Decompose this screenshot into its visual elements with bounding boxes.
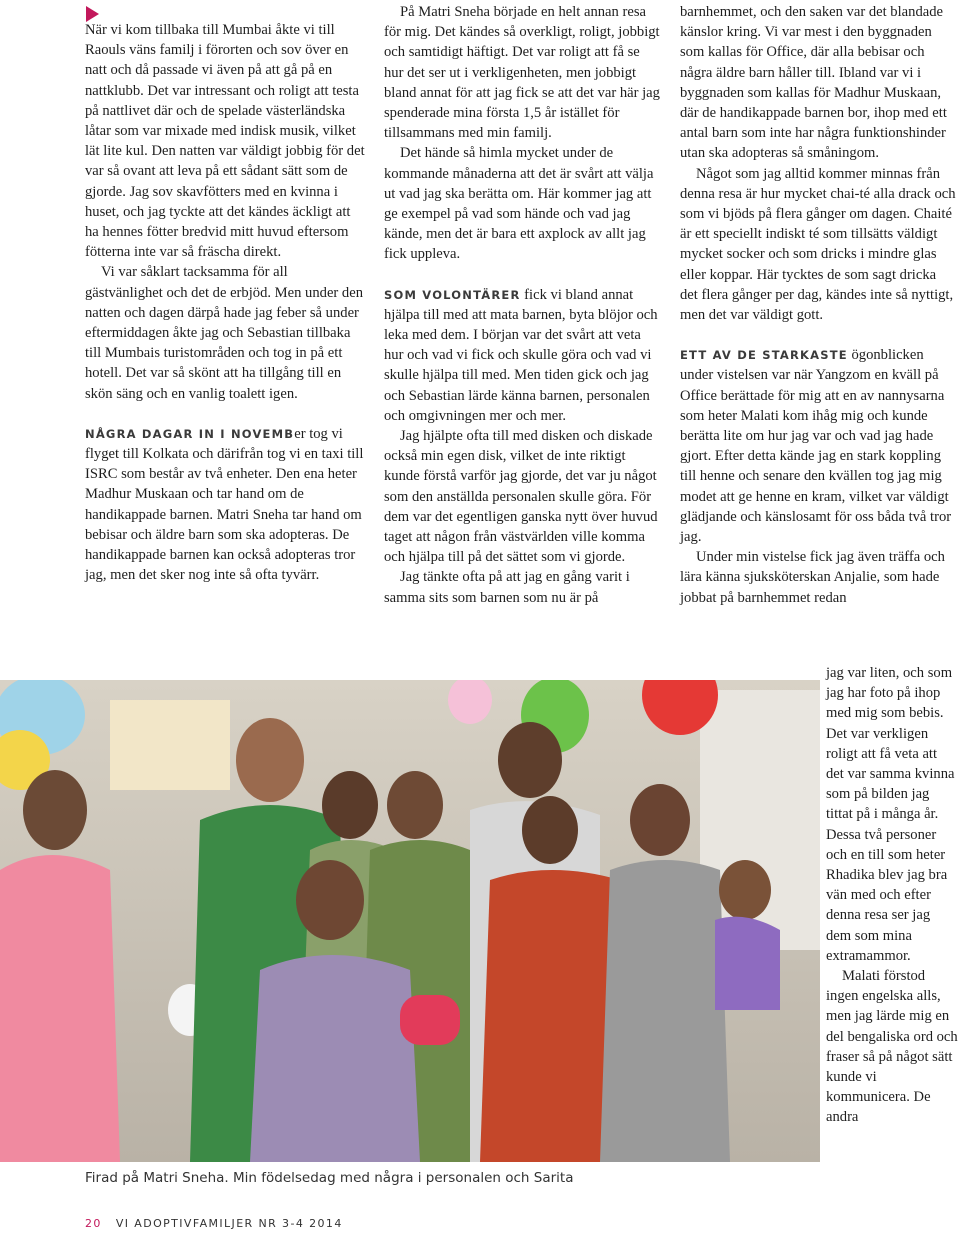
paragraph: Det hände så himla mycket under de kommande månaderna att det är svårt att välja ut vad jag ska berätta om. Här kommer jag att ge exempel på vad som hände och vad jag kände, men det är bara ett axplock av allt jag fick uppleva. [384,145,654,263]
page-footer [85,1217,343,1230]
paragraph: jag var liten, och som jag har foto på ihop med mig som bebis. Det var verkligen roligt att få veta att det var samma kvinna som på bilden jag tittat på i många år. Dessa två personer och en till som heter Rhadika blev jag bra vän med och efter denna resa ser jag dem som mina extramammor. [826,665,955,964]
page-number: 20 [85,1217,102,1230]
article-column-3 [680,2,956,608]
paragraph-with-lead [680,345,956,547]
photo-caption: Firad på Matri Sneha. Min födelsedag med några i personalen och Sarita [85,1170,574,1186]
paragraph: barnhemmet, och den saken var det blandade känslor kring. Vi var mest i den byggnaden som kallas för Office, där alla bebisar och några äldre barn håller till. Ibland var vi i byggnaden som kallas för Madhur Muskaan, där de handikappade barnen bor, ihop med ett antal barn som inte har några funktionshinder utan ska adopteras så småningom. [680,4,947,162]
heart-balloon-icon [400,995,460,1045]
lead-in: SOM VOLONTÄRER [384,287,521,302]
paragraph: Något som jag alltid kommer minnas från denna resa är hur mycket chai-té alla drack och som vi bjöds på flera gånger om dagen. Chaité är ett speciellt indiskt té som tillsätts väldigt mycket socker och som dricks i mindre glas eller koppar. Här tycktes de som sagt dricka det flera gånger per dag, kändes inte så nyttigt, men det var väldigt gott. [680,165,956,324]
paragraph-text: er tog vi flyget till Kolkata och därifrån tog vi en taxi till ISRC som består av två enheter. Den ena heter Madhur Muskaan och tar hand om de handikappade barnen. Matri Sneha tar hand om bebisar och äldre barn som ska adopteras. De handikappade barnen kan också adopteras tror jag, men det sker nog inte så ofta tyvärr. [85,425,364,584]
lead-in: NÅGRA DAGAR IN I NOVEMB [85,426,295,441]
article-column-1 [85,20,365,585]
lead-in: ETT AV DE STARKASTE [680,348,848,363]
paragraph-with-lead [85,424,365,586]
article-column-3-continued [826,663,958,1128]
paragraph-text: fick vi bland annat hjälpa till med att mata barnen, byta blöjor och leka med dem. I början var det svårt att veta hur och vad vi fick och skulle göra och vad vi skulle hjälpa till med. Men tiden gick och jag och Sebastian lärde känna barnen, personalen och omgivningen mer och mer. [384,286,658,424]
paragraph-text: ögonblicken under vistelsen var när Yangzom en kväll på Office berättade för mig att en av nannysarna som heter Malati kom ihåg mig och kunde berätta lite om hur jag var och vad jag hade gjort. Efter detta kände jag en stark koppling till henne och senare den kvällen tog jag mig modet att ge henne en kram, vilket var väldigt glädjande och känslosamt för oss båda två tror jag. [680,347,952,546]
paragraph-with-lead [384,285,660,426]
article-column-2 [384,2,660,608]
paragraph: Malati förstod ingen engelska alls, men jag lärde mig en del bengaliska ord och fraser så på något sätt kunde vi kommunicera. De andra [826,968,958,1126]
magazine-name: VI ADOPTIVFAMILJER NR 3-4 2014 [115,1217,343,1230]
paragraph: Jag tänkte ofta på att jag en gång varit i samma sits som barnen som nu är på [384,569,630,606]
group-photo-illustration [0,680,820,1162]
paragraph: På Matri Sneha började en helt annan resa för mig. Det kändes så overkligt, roligt, jobbigt och samtidigt häftigt. Det var roligt att få se hur det ser ut i verkligenheten, men jobbigt bland annat för att jag fick se att det var här jag spenderade mina första 1,5 år istället för tillsammans med min familj. [384,4,660,142]
paragraph: Vi var såklart tacksamma för all gästvänlighet och det de erbjöd. Men under den natten och dagen därpå hade jag feber så under eftermiddagen åkte jag och Sebastian tillbaka till Mumbais turistområden och tog in på ett hotell. Det var så skönt att ha tillgång till en skön säng och en vanlig toalett igen. [85,264,364,402]
paragraph: Under min vistelse fick jag även träffa och lära känna sjuksköterskan Anjalie, som hade jobbat på barnhemmet redan [680,549,945,606]
paragraph: När vi kom tillbaka till Mumbai åkte vi till Raouls väns familj i förorten och sov över en natt och då passade vi även på att gå på en nattklubb. Det var intressant och roligt att testa på nattlivet där och de spelade västerländska låtar som var mixade med indisk musik, vilket lät lite kul. Den natten var väldigt jobbig för det var så ovant att leva på ett sådant sätt som de gjorde. Jag sov skavfötters med en kvinna i huset, och jag tyckte att det kändes äckligt att ha hennes fötter bredvid mitt huvud eftersom fötterna inte var så fräscha direkt. [85,22,365,261]
paragraph: Jag hjälpte ofta till med disken och diskade också min egen disk, vilket de inte riktigt kunde förstå varför jag gjorde, det var ju något som den anställda personalen skulle göra. För dem var det egentligen ganska nytt över huvud taget att någon från västvärlden ville komma och hjälpa till på det sättet som vi gjorde. [384,428,658,566]
group-photo [0,680,820,1162]
